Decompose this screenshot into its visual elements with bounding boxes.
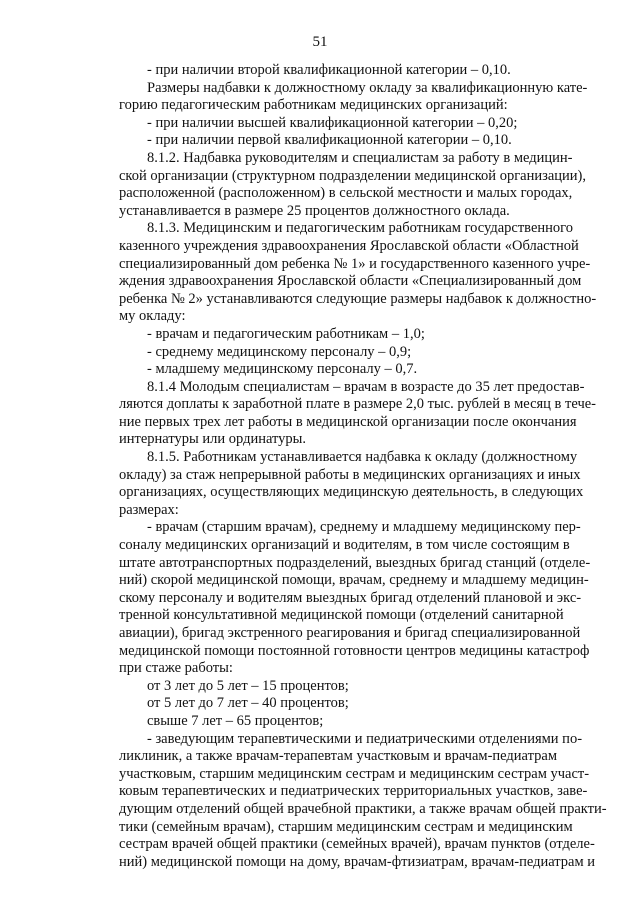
text-line: специализированный дом ребенка № 1» и государственного казенного учре- (119, 255, 591, 272)
text-line: ний) скорой медицинской помощи, врачам, среднему и младшему медицин- (119, 572, 589, 589)
text-line: свыше 7 лет – 65 процентов; (147, 712, 324, 729)
text-line: устанавливается в размере 25 процентов должностного оклада. (119, 202, 510, 219)
text-line: авиации), бригад экстренного реагирования и бригад специализированной (119, 625, 581, 641)
page-number: 51 (312, 34, 328, 50)
text-line: ждения здравоохранения Ярославской области «Специализированный дом (119, 273, 582, 290)
text-line: ляются доплаты к заработной плате в размере 2,0 тыс. рублей в месяц в тече- (119, 396, 596, 413)
text-line: ребенка № 2» устанавливаются следующие размеры надбавок к должностно- (119, 290, 597, 307)
text-line: при стаже работы: (119, 660, 233, 677)
text-line: штате автотранспортных подразделений, выездных бригад станций (отделе- (119, 554, 591, 571)
text-line: - при наличии высшей квалификационной категории – 0,20; (147, 114, 518, 131)
text-line: организациях, осуществляющих медицинскую деятельность, в следующих (119, 484, 584, 501)
text-line: расположенной (расположенном) в сельской местности и малых городах, (119, 185, 573, 202)
text-line: 8.1.3. Медицинским и педагогическим работникам государственного (147, 220, 573, 237)
text-line: - при наличии первой квалификационной категории – 0,10. (147, 132, 512, 149)
text-line: казенного учреждения здравоохранения Ярославской области «Областной (119, 237, 579, 254)
text-line: участковым, старшим медицинским сестрам и медицинским сестрам участ- (119, 765, 590, 782)
text-line: сестрам врачей общей практики (семейных врачей), врачам пунктов (отделе- (119, 836, 595, 853)
text-line: ликлиник, а также врачам-терапевтам участковым и врачам-педиатрам (119, 748, 557, 765)
text-line: - младшему медицинскому персоналу – 0,7. (147, 361, 418, 378)
text-line: интернатуры или ординатуры. (119, 431, 307, 448)
text-line: ской организации (структурном подразделении медицинской организации), (119, 167, 586, 184)
text-line: скому персоналу и водителям выездных бригад отделений плановой и экс- (119, 589, 582, 606)
text-line: тики (семейным врачам), старшим медицинским сестрам и медицинским (119, 818, 573, 835)
text-line: от 5 лет до 7 лет – 40 процентов; (147, 695, 349, 712)
text-line: - среднему медицинскому персоналу – 0,9; (147, 343, 412, 360)
text-line: - врачам (старшим врачам), среднему и младшему медицинскому пер- (147, 519, 581, 536)
text-line: - заведующим терапевтическими и педиатрическими отделениями по- (147, 730, 583, 747)
text-line: ний) медицинской помощи на дому, врачам-фтизиатрам, врачам-педиатрам и (119, 853, 596, 870)
text-line: ковым терапевтических и педиатрических территориальных участков, заве- (119, 783, 588, 800)
text-line: горию педагогическим работникам медицинских организаций: (119, 97, 508, 114)
text-line: от 3 лет до 5 лет – 15 процентов; (147, 677, 349, 694)
text-line: 8.1.2. Надбавка руководителям и специалистам за работу в медицин- (147, 149, 573, 166)
text-line: ние первых трех лет работы в медицинской организации после окончания (119, 413, 577, 430)
text-line: дующим отделений общей врачебной практики, а также врачам общей практи- (119, 800, 607, 817)
text-line: размерах: (119, 501, 179, 518)
text-line: - врачам и педагогическим работникам – 1,0; (147, 325, 425, 342)
text-line: медицинской помощи постоянной готовности центров медицины катастроф (119, 642, 590, 659)
text-line: соналу медицинских организаций и водителям, в том числе состоящим в (119, 537, 570, 554)
text-line: Размеры надбавки к должностному окладу за квалификационную кате- (147, 79, 588, 96)
text-line: тренной консультативной медицинской помощи (отделений санитарной (119, 607, 564, 624)
text-line: 8.1.4 Молодым специалистам – врачам в возрасте до 35 лет предостав- (147, 378, 585, 395)
text-line: - при наличии второй квалификационной категории – 0,10. (147, 62, 511, 78)
document-body (119, 62, 607, 871)
text-line: окладу) за стаж непрерывной работы в медицинских организациях и иных (119, 466, 581, 483)
text-line: му окладу: (119, 308, 186, 325)
text-line: 8.1.5. Работникам устанавливается надбавка к окладу (должностному (147, 449, 578, 466)
